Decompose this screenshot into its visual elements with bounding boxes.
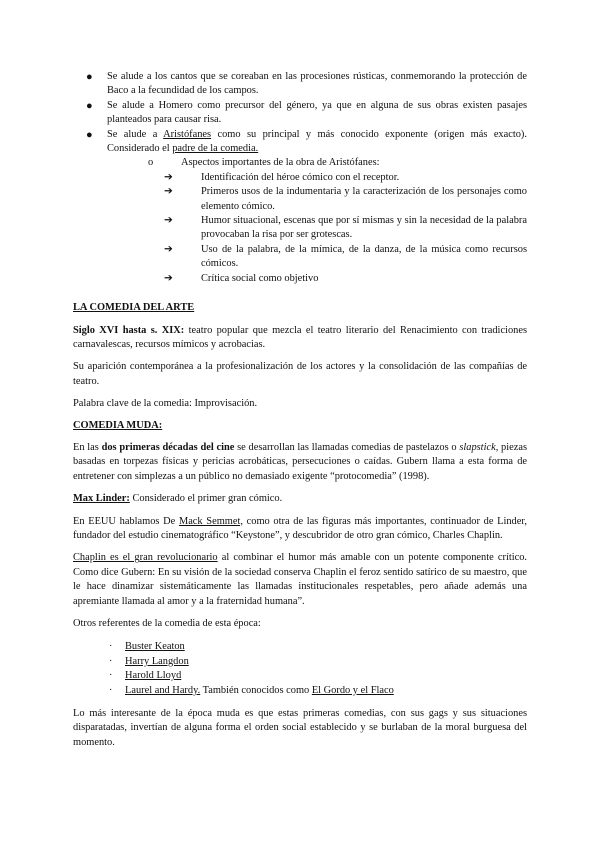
heading-comedia-del-arte: LA COMEDIA DEL ARTE xyxy=(73,302,195,314)
arrow-right-icon: ➔ xyxy=(164,186,173,198)
mack-semmet-name: Mack Semmet, xyxy=(178,515,243,527)
bullet-dot-icon: ● xyxy=(86,71,93,83)
chaplin-name: Chaplin es el gran revolucionario xyxy=(73,552,218,564)
bullet-dot-icon: ● xyxy=(86,99,93,112)
paragraph: En las dos primeras décadas del cine se desarrollan las llamadas comedias de pastelazos o slapstick, piezas basadas en torpezas físicas y pericias acrobáticas, persecuciones o caídas. Gubern llama a esta forma de entretener con simplezas a un público no demasiado exigente “protocomedia” (1998). xyxy=(73,441,527,482)
list-item: · Harold Lloyd xyxy=(109,670,182,682)
arrow-item: ➔ Humor situacional, escenas que por sí mismas y sin la necesidad de la palabra provocaban la risa por ser grotescas. xyxy=(164,215,527,241)
aristofanes-link: Aristófanes xyxy=(163,128,212,140)
arrow-right-icon: ➔ xyxy=(164,243,173,255)
bullet-item: ● Se alude a los cantos que se coreaban en las procesiones rústicas, conmemorando la protección de Baco a la fecundidad de los campos. xyxy=(86,71,527,97)
bullet-item: ● Se alude a Aristófanes como su principal y más conocido exponente (origen más exacto). Considerado el padre de la comedia. xyxy=(86,128,527,155)
paragraph: Lo más interesante de la época muda es que estas primeras comedias, con sus gags y sus situaciones disparatadas, invertían de alguna forma el orden social establecido y se burlaban de la moral burguesa del momento. xyxy=(73,708,527,748)
arrow-right-icon: ➔ xyxy=(164,215,173,227)
arrow-right-icon: ➔ xyxy=(164,171,173,183)
referents-list xyxy=(73,640,527,698)
arrow-item: ➔ Primeros usos de la indumentaria y la caracterización de los personajes como elemento cómico. xyxy=(164,186,527,212)
document-page xyxy=(73,70,527,750)
list-item: · Buster Keaton xyxy=(109,641,185,653)
paragraph: Max Linder: Considerado el primer gran cómico. xyxy=(73,493,283,505)
bullet-dot-icon: ● xyxy=(86,128,93,141)
arrow-item: ➔ Crítica social como objetivo xyxy=(73,272,527,286)
arrow-item: ➔ Uso de la palabra, de la mímica, de la danza, de la música como recursos cómicos. xyxy=(164,243,527,270)
arrow-right-icon: ➔ xyxy=(164,272,173,284)
paragraph: Chaplin es el gran revolucionario al combinar el humor más amable con un potente componente crítico. Como dice Gubern: En su visión de la sociedad conserva Chaplin el feroz sentido satírico de su maestro, que le hace dinamizar sistemáticamente las llamadas institucionales respetables, pero añade además una apremiante llamada al amor y a la fraternidad humana”. xyxy=(73,552,528,607)
bullet-item: ● Se alude a Homero como precursor del género, ya que en alguna de sus obras existen pasajes planteados para causar risa. xyxy=(86,99,527,126)
padre-comedia-link: padre de la comedia. xyxy=(172,143,259,155)
max-linder-name: Max Linder: xyxy=(73,493,130,505)
paragraph: Otros referentes de la comedia de esta época: xyxy=(73,618,261,629)
paragraph: En EEUU hablamos De Mack Semmet, como otra de las figuras más importantes, continuador de Linder, fundador del estudio cinematográfico “Keystone”, y descubridor de otro gran cómico, Charles Chaplin. xyxy=(73,515,527,541)
list-item: · Laurel and Hardy. También conocidos como El Gordo y el Flaco xyxy=(109,684,394,696)
paragraph: Su aparición contemporánea a la profesionalización de los actores y la consolidación de las compañías de teatro. xyxy=(73,361,527,387)
paragraph: Palabra clave de la comedia: Improvisación. xyxy=(73,398,258,410)
heading-comedia-muda: COMEDIA MUDA: xyxy=(73,419,163,431)
arrow-item: ➔ Identificación del héroe cómico con el receptor. xyxy=(73,171,527,185)
sub-heading: o Aspectos importantes de la obra de Aristófanes: xyxy=(73,156,527,170)
list-item: · Harry Langdon xyxy=(109,655,189,667)
paragraph: Siglo XVI hasta s. XIX: teatro popular que mezcla el teatro literario del Renacimiento con tradiciones carnavalescas, recursos mímicos y acrobacias. xyxy=(73,324,527,350)
circle-bullet-icon: o xyxy=(148,157,154,169)
